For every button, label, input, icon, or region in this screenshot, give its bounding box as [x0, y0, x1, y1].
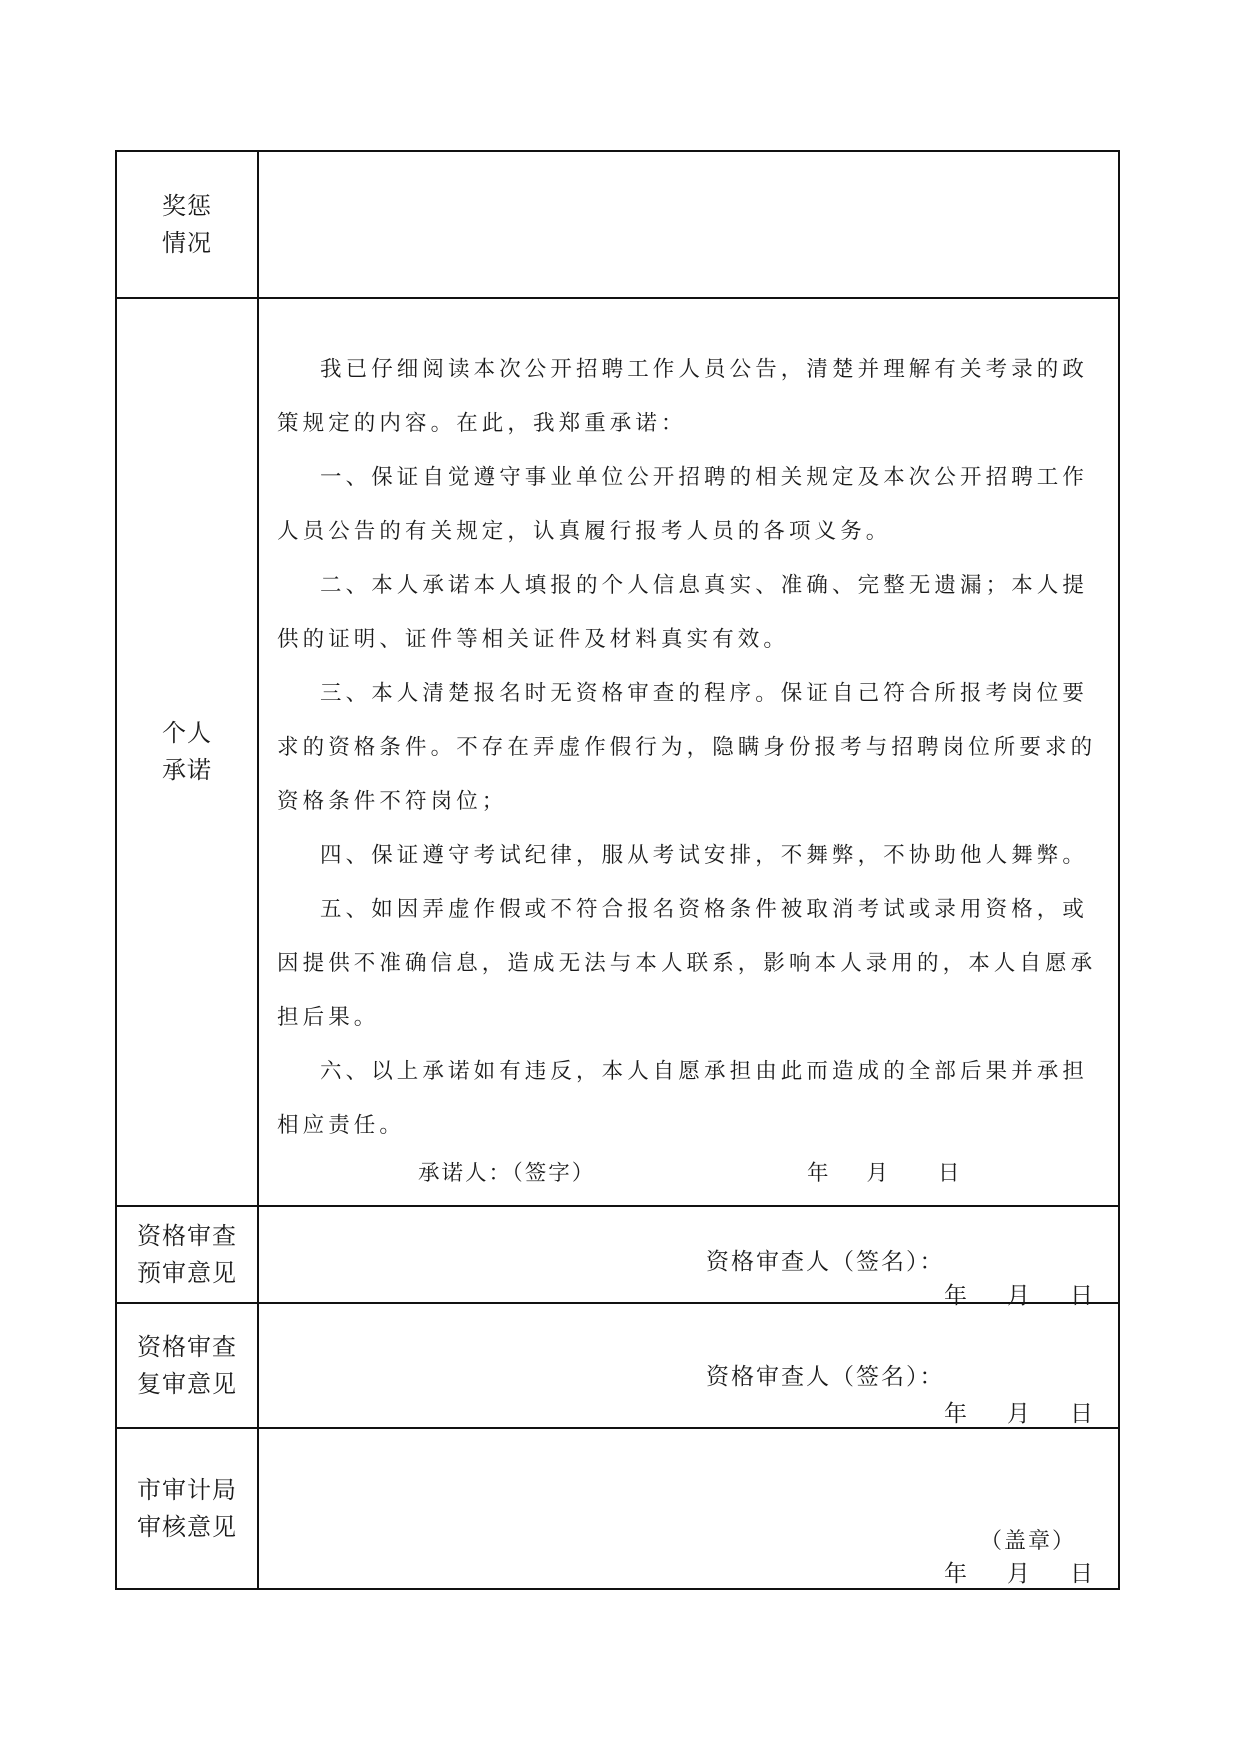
pledge-label-line: 承诺 — [162, 756, 212, 784]
pledge-signer-label[interactable]: 承诺人：（签字） — [418, 1161, 596, 1186]
audit-review-date — [944, 1555, 1093, 1588]
pledge-signature-line — [277, 1157, 1106, 1191]
pre-review-content-cell[interactable] — [258, 1206, 1119, 1309]
pledge-paragraph-intro: 我已仔细阅读本次公开招聘工作人员公告，清楚并理解有关考录的政策规定的内容。在此，我郑重承诺： — [277, 357, 1089, 436]
pledge-label — [117, 715, 257, 789]
date-month: 月 — [1007, 1561, 1030, 1587]
date-day: 日 — [938, 1161, 960, 1186]
pledge-paragraph-6: 六、以上承诺如有违反，本人自愿承担由此而造成的全部后果并承担相应责任。 — [277, 1059, 1089, 1138]
audit-review-row — [116, 1428, 1119, 1589]
pledge-date[interactable] — [807, 1157, 960, 1191]
registration-form-table — [115, 150, 1120, 1590]
re-review-content-cell[interactable] — [258, 1303, 1119, 1428]
date-month: 月 — [1007, 1283, 1030, 1309]
rewards-row — [116, 151, 1119, 298]
pre-review-reviewer-label: 资格审查人（签名）： — [706, 1249, 945, 1275]
audit-stamp-label: （盖章） — [980, 1529, 1077, 1554]
rewards-label — [117, 188, 257, 262]
re-review-date — [944, 1395, 1093, 1428]
pledge-paragraph-4: 四、保证遵守考试纪律，服从考试安排，不舞弊，不协助他人舞弊。 — [320, 843, 1089, 868]
pledge-label-line: 个人 — [162, 719, 212, 747]
date-day: 日 — [1070, 1561, 1093, 1587]
date-month: 月 — [1007, 1401, 1030, 1427]
audit-review-content-cell[interactable] — [258, 1428, 1119, 1589]
re-review-label-cell — [116, 1303, 258, 1428]
rewards-label-cell — [116, 151, 258, 298]
pledge-row — [116, 298, 1119, 1206]
audit-review-label-line: 审核意见 — [137, 1512, 237, 1541]
date-year: 年 — [944, 1401, 967, 1427]
pre-review-label — [117, 1218, 257, 1292]
rewards-label-line: 情况 — [162, 228, 212, 257]
date-year: 年 — [807, 1161, 829, 1186]
pledge-content-cell — [258, 298, 1119, 1206]
date-year: 年 — [944, 1283, 967, 1309]
re-review-row — [116, 1303, 1119, 1428]
pledge-paragraph-3: 三、本人清楚报名时无资格审查的程序。保证自己符合所报考岗位要求的资格条件。不存在弄虚作假行为，隐瞒身份报考与招聘岗位所要求的资格条件不符岗位； — [277, 681, 1097, 814]
re-review-reviewer-label: 资格审查人（签名）： — [706, 1364, 945, 1390]
pre-review-label-cell — [116, 1206, 258, 1303]
pledge-text — [277, 343, 1106, 1153]
audit-review-label-cell — [116, 1428, 258, 1589]
audit-review-label — [117, 1472, 257, 1546]
pledge-paragraph-5: 五、如因弄虚作假或不符合报名资格条件被取消考试或录用资格，或因提供不准确信息，造成无法与本人联系，影响本人录用的，本人自愿承担后果。 — [277, 897, 1097, 1030]
pre-review-label-line: 资格审查 — [137, 1221, 237, 1250]
re-review-label-line: 复审意见 — [137, 1369, 237, 1398]
rewards-value-cell[interactable] — [258, 151, 1119, 298]
re-review-label-line: 资格审查 — [137, 1332, 237, 1361]
pledge-paragraph-1: 一、保证自觉遵守事业单位公开招聘的相关规定及本次公开招聘工作人员公告的有关规定，认真履行报考人员的各项义务。 — [277, 465, 1089, 544]
re-review-label — [117, 1329, 257, 1403]
audit-review-label-line: 市审计局 — [137, 1475, 237, 1504]
date-day: 日 — [1070, 1283, 1093, 1309]
rewards-label-line: 奖惩 — [162, 191, 212, 220]
pledge-label-cell — [116, 298, 258, 1206]
pledge-paragraph-2: 二、本人承诺本人填报的个人信息真实、准确、完整无遗漏；本人提供的证明、证件等相关证件及材料真实有效。 — [277, 573, 1089, 652]
date-year: 年 — [944, 1561, 967, 1587]
date-month: 月 — [866, 1161, 889, 1186]
pre-review-label-line: 预审意见 — [137, 1258, 237, 1287]
pre-review-row — [116, 1206, 1119, 1303]
date-day: 日 — [1070, 1401, 1093, 1427]
